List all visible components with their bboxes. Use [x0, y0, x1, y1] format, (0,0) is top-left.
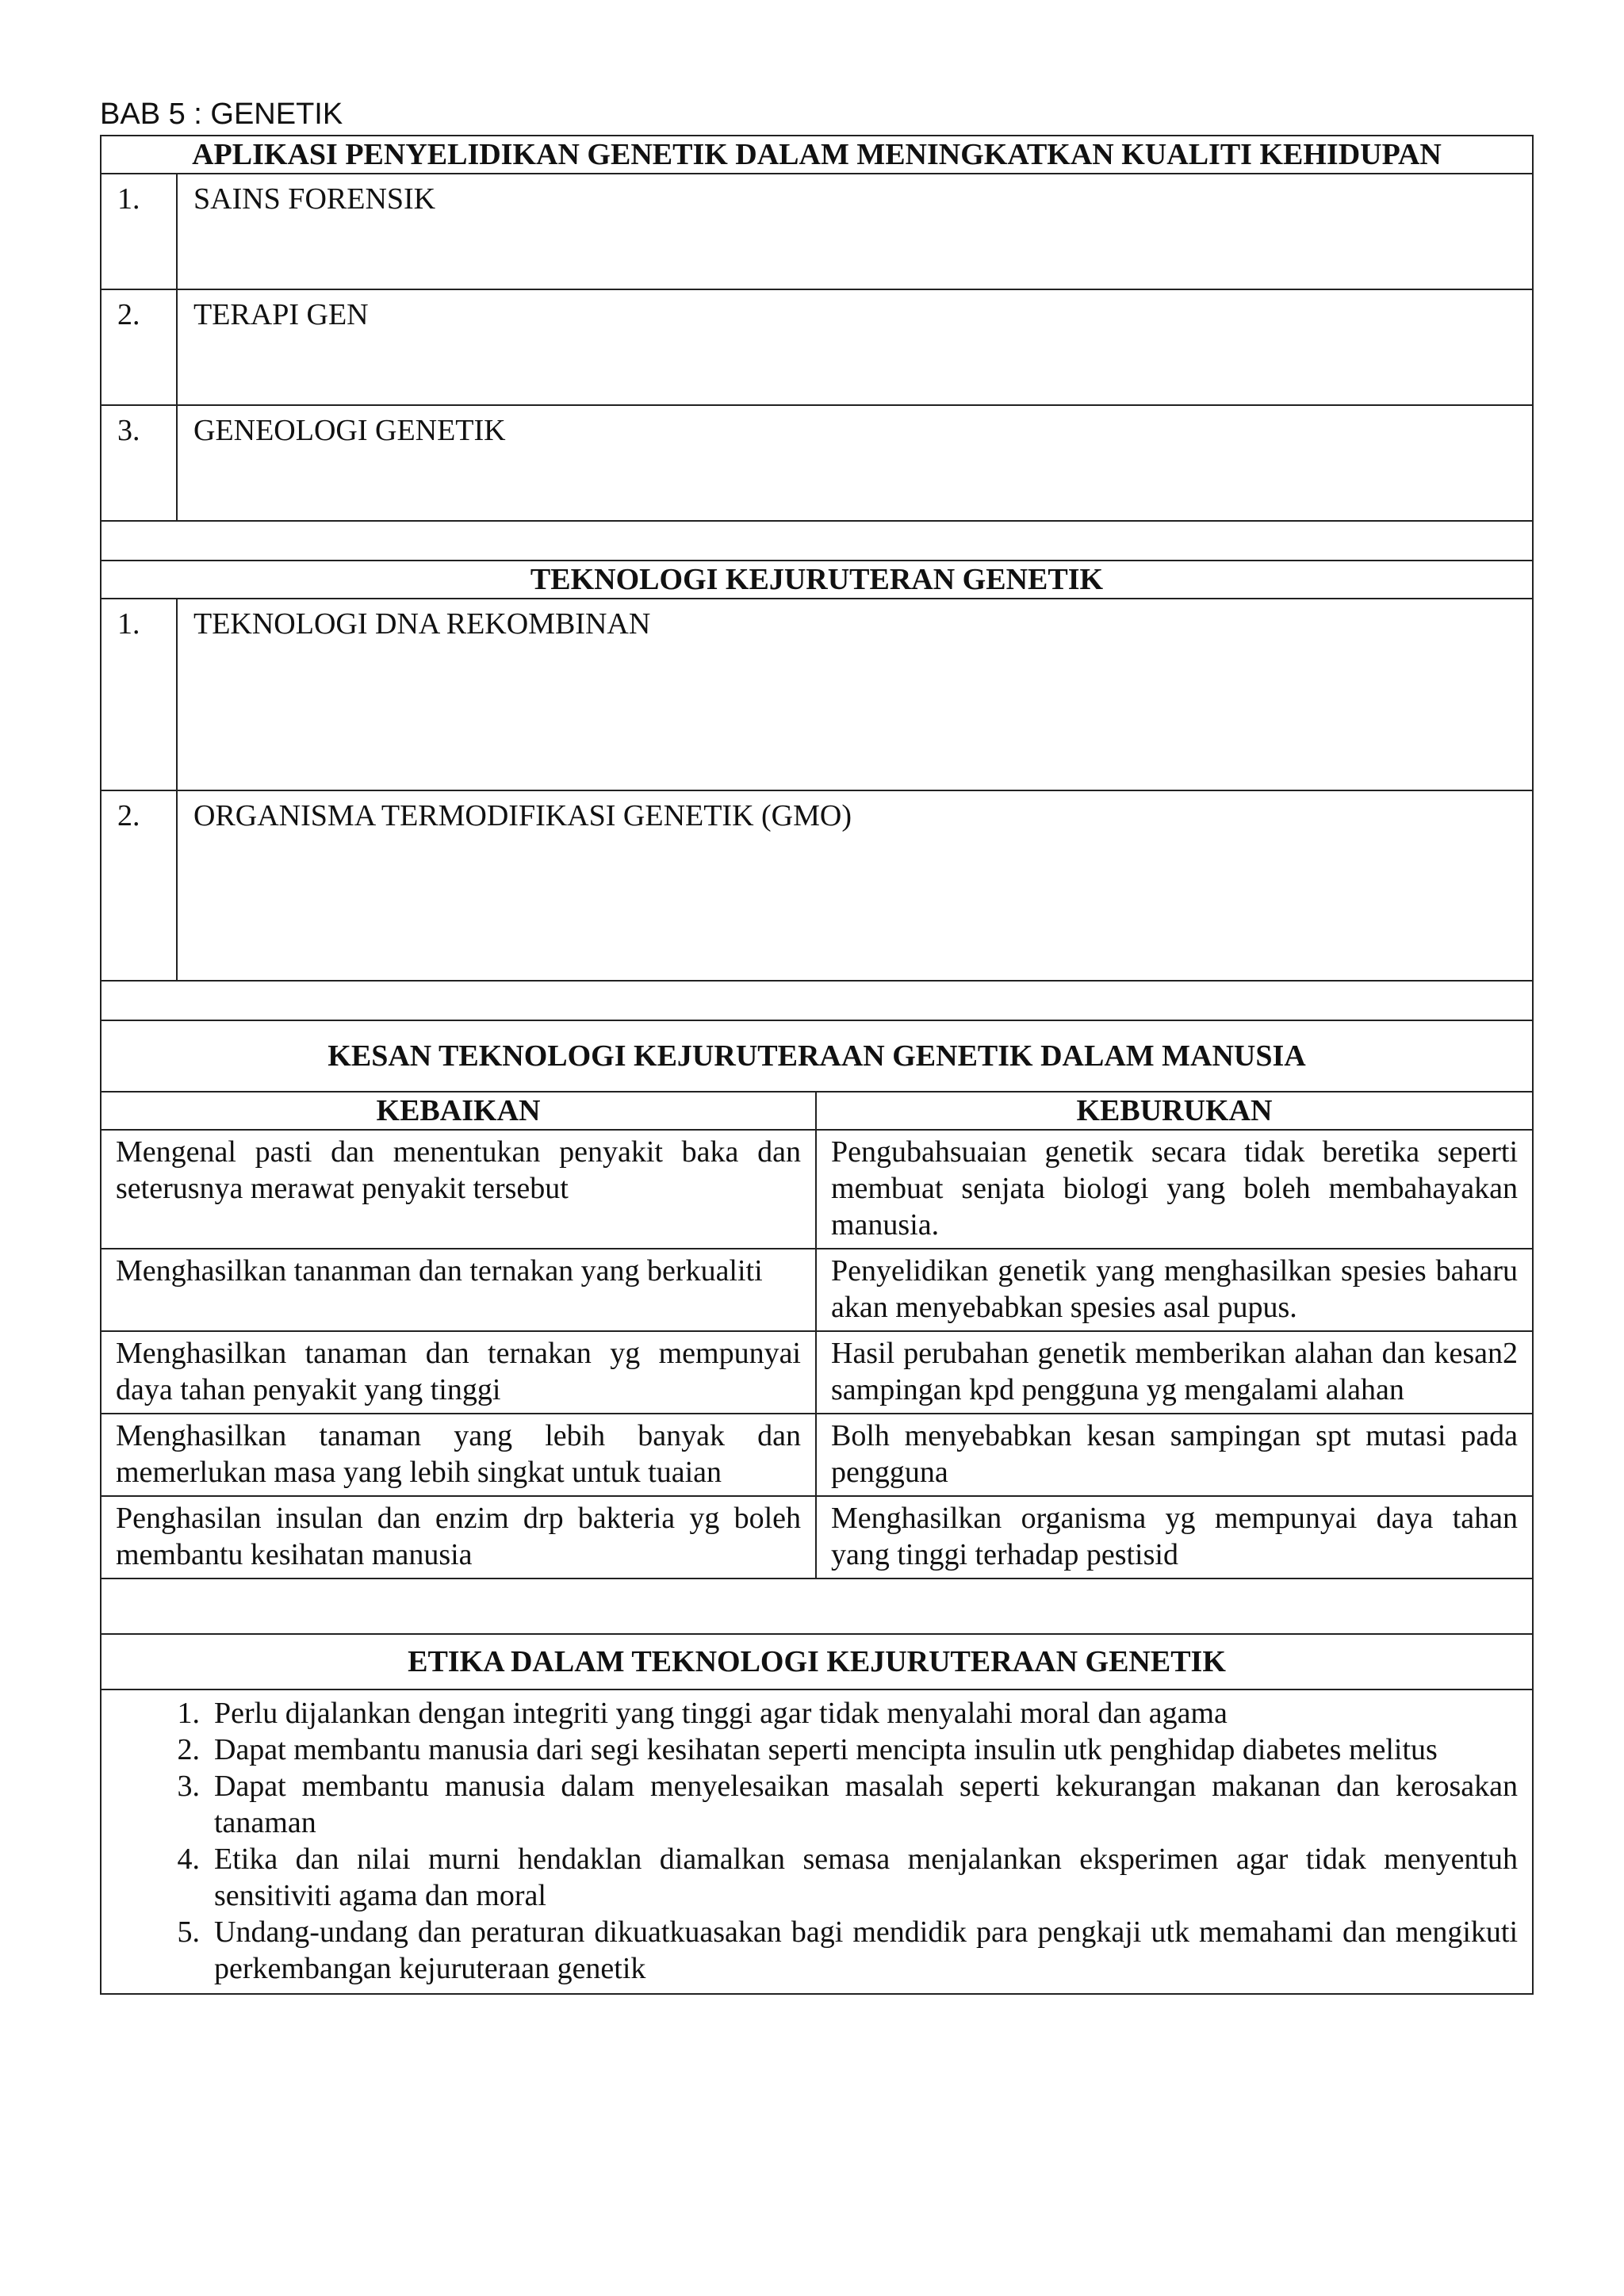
ethics-item: Dapat membantu manusia dari segi kesihatan seperti mencipta insulin utk penghidap diabetes melitus — [214, 1733, 1438, 1766]
effects-row — [102, 1131, 1532, 1249]
application-row — [102, 290, 1532, 406]
disadvantage-cell: Bolh menyebabkan kesan sampingan spt mutasi pada pengguna — [831, 1419, 1518, 1489]
genetics-worksheet-table — [100, 135, 1534, 1995]
application-gene-therapy: TERAPI GEN — [193, 298, 369, 331]
ethics-item: Undang-undang dan peraturan dikuatkuasakan bagi mendidik para pengkaji utk memahami dan mengikuti perkembangan kejuruteraan genetik — [214, 1915, 1518, 1985]
application-forensic-science: SAINS FORENSIK — [193, 182, 436, 216]
effects-column-headers — [102, 1093, 1532, 1131]
effects-row — [102, 1414, 1532, 1497]
disadvantage-cell: Pengubahsuaian genetik secara tidak beretika seperti membuat senjata biologi yang boleh membahayakan manusia. — [831, 1135, 1518, 1242]
disadvantage-cell: Hasil perubahan genetik memberikan alahan dan kesan2 sampingan kpd pengguna yg mengalami alahan — [831, 1337, 1518, 1406]
advantage-cell: Menghasilkan tanaman yang lebih banyak dan memerlukan masa yang lebih singkat untuk tuaian — [102, 1414, 817, 1495]
applications-heading: APLIKASI PENYELIDIKAN GENETIK DALAM MENINGKATKAN KUALITI KEHIDUPAN — [102, 136, 1532, 174]
advantage-cell: Menghasilkan tananman dan ternakan yang berkualiti — [102, 1249, 817, 1330]
effects-row — [102, 1332, 1532, 1414]
disadvantage-cell: Menghasilkan organisma yg mempunyai daya tahan yang tinggi terhadap pestisid — [831, 1502, 1518, 1571]
ethics-item: Etika dan nilai murni hendaklan diamalkan semasa menjalankan eksperimen agar tidak menyentuh sensitiviti agama dan moral — [214, 1843, 1518, 1912]
application-row — [102, 174, 1532, 290]
technology-recombinant-dna: TEKNOLOGI DNA REKOMBINAN — [193, 607, 651, 641]
ethics-item: Dapat membantu manusia dalam menyelesaikan masalah seperti kekurangan makanan dan kerosakan tanaman — [214, 1770, 1518, 1839]
ethics-item: Perlu dijalankan dengan integriti yang tinggi agar tidak menyalahi moral dan agama — [214, 1697, 1228, 1730]
application-row — [102, 406, 1532, 522]
ethics-list — [102, 1690, 1532, 1993]
advantage-cell: Penghasilan insulan dan enzim drp bakteria yg boleh membantu kesihatan manusia — [102, 1497, 817, 1578]
spacer-row — [102, 1579, 1532, 1635]
application-genetic-genealogy: GENEOLOGI GENETIK — [193, 414, 506, 447]
technology-gmo: ORGANISMA TERMODIFIKASI GENETIK (GMO) — [193, 799, 852, 832]
chapter-title: BAB 5 : GENETIK — [100, 98, 343, 131]
advantage-cell: Menghasilkan tanaman dan ternakan yg mempunyai daya tahan penyakit yang tinggi — [102, 1332, 817, 1413]
disadvantage-cell: Penyelidikan genetik yang menghasilkan spesies baharu akan menyebabkan spesies asal pupus. — [831, 1254, 1518, 1324]
advantages-column-header: KEBAIKAN — [102, 1093, 817, 1129]
effects-heading: KESAN TEKNOLOGI KEJURUTERAAN GENETIK DALAM MANUSIA — [102, 1021, 1532, 1093]
spacer-row — [102, 982, 1532, 1021]
technology-row — [102, 791, 1532, 982]
spacer-row — [102, 522, 1532, 561]
effects-row — [102, 1497, 1532, 1579]
row-number: 3. — [102, 406, 178, 520]
row-number: 1. — [102, 174, 178, 289]
advantage-cell: Mengenal pasti dan menentukan penyakit baka dan seterusnya merawat penyakit tersebut — [102, 1131, 817, 1248]
technology-heading: TEKNOLOGI KEJURUTERAN GENETIK — [102, 561, 1532, 599]
disadvantages-column-header: KEBURUKAN — [1076, 1094, 1273, 1127]
ethics-list-row — [102, 1690, 1532, 1993]
row-number: 1. — [102, 599, 178, 790]
row-number: 2. — [102, 791, 178, 980]
effects-row — [102, 1249, 1532, 1332]
ethics-heading: ETIKA DALAM TEKNOLOGI KEJURUTERAAN GENETIK — [102, 1635, 1532, 1690]
technology-row — [102, 599, 1532, 791]
row-number: 2. — [102, 290, 178, 404]
